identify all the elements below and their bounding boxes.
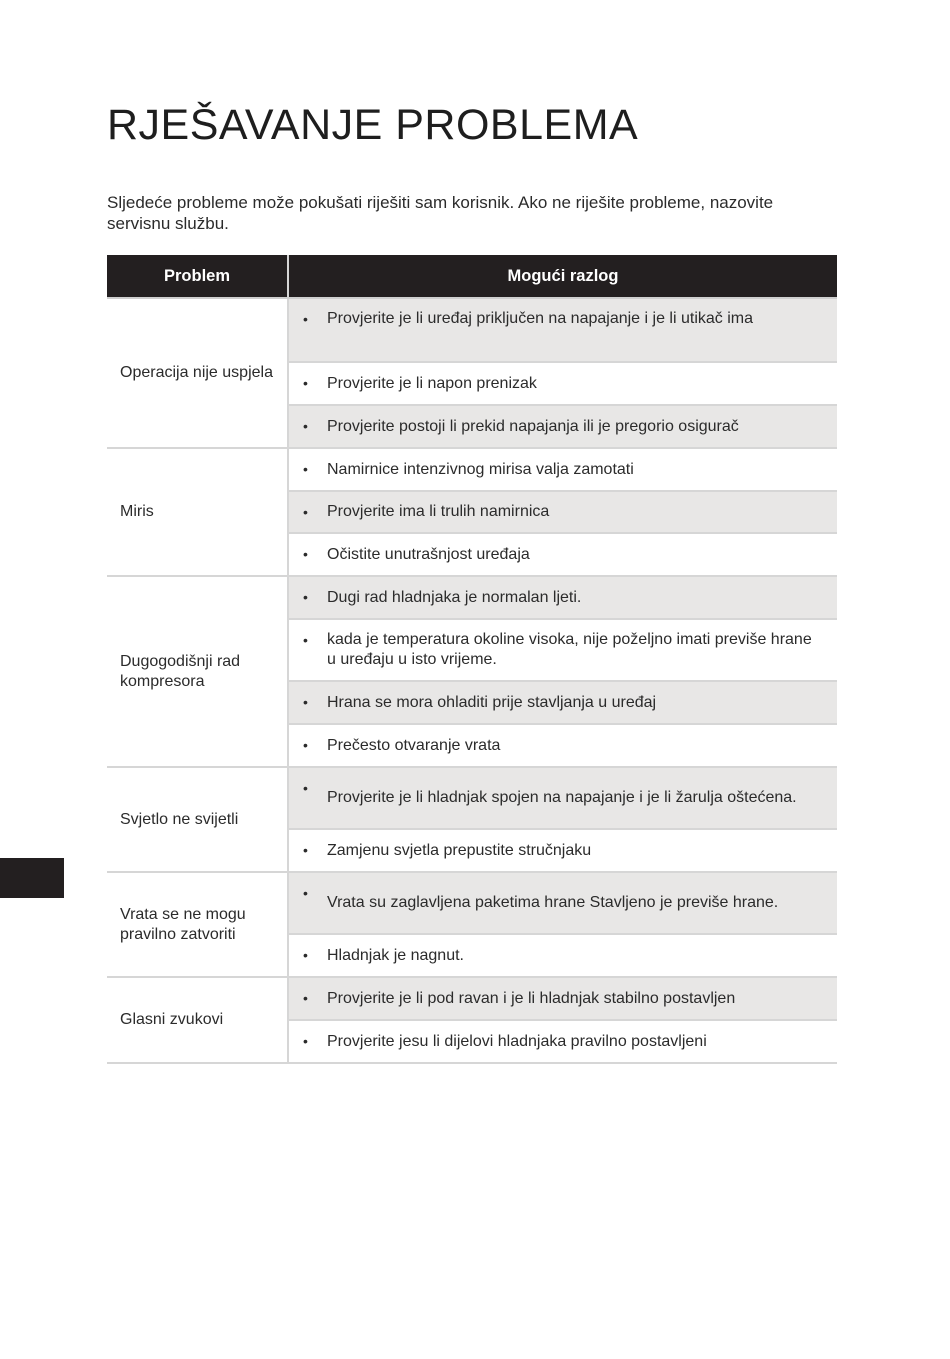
reason-cell: • Provjerite je li hladnjak spojen na napajanje i je li žarulja oštećena. <box>288 767 837 829</box>
reason-cell: • Dugi rad hladnjaka je normalan ljeti. <box>288 576 837 619</box>
bullet-icon: • <box>303 885 308 901</box>
reason-cell: • Zamjenu svjetla prepustite stručnjaku <box>288 829 837 872</box>
bullet-icon: • <box>303 589 308 605</box>
page-title: RJEŠAVANJE PROBLEMA <box>107 101 639 149</box>
bullet-icon: • <box>303 990 308 1006</box>
bullet-icon: • <box>303 737 308 753</box>
troubleshooting-table <box>107 255 837 1064</box>
bullet-icon: • <box>303 418 308 434</box>
reason-cell: • Provjerite jesu li dijelovi hladnjaka pravilno postavljeni <box>288 1020 837 1063</box>
bullet-icon: • <box>303 694 308 710</box>
problem-cell: Vrata se ne mogu pravilno zatvoriti <box>107 872 288 977</box>
table-row <box>107 977 837 1020</box>
table-row <box>107 576 837 619</box>
bullet-icon: • <box>303 632 308 648</box>
bullet-icon: • <box>303 375 308 391</box>
reason-cell: • Očistite unutrašnjost uređaja <box>288 533 837 576</box>
table-row <box>107 298 837 362</box>
bullet-icon: • <box>303 947 308 963</box>
reason-cell: • Provjerite je li uređaj priključen na napajanje i je li utikač ima <box>288 298 837 362</box>
reason-cell: • Vrata su zaglavljena paketima hrane Stavljeno je previše hrane. <box>288 872 837 934</box>
table-row <box>107 448 837 491</box>
intro-text: Sljedeće probleme može pokušati riješiti sam korisnik. Ako ne riješite probleme, nazovite servisnu službu. <box>107 193 774 233</box>
reason-cell: • Prečesto otvaranje vrata <box>288 724 837 767</box>
header-problem: Problem <box>107 255 288 298</box>
table-header-row <box>107 255 837 298</box>
table-row <box>107 872 837 934</box>
problem-cell: Glasni zvukovi <box>107 977 288 1063</box>
bullet-icon: • <box>303 842 308 858</box>
reason-cell: • Hladnjak je nagnut. <box>288 934 837 977</box>
reason-cell: • Provjerite je li napon prenizak <box>288 362 837 405</box>
reason-cell: • Provjerite postoji li prekid napajanja ili je pregorio osigurač <box>288 405 837 448</box>
bullet-icon: • <box>303 1033 308 1049</box>
reason-cell: • kada je temperatura okoline visoka, nije poželjno imati previše hrane u uređaju u isto vrijeme. <box>288 619 837 681</box>
problem-cell: Operacija nije uspjela <box>107 298 288 448</box>
bullet-icon: • <box>303 311 308 327</box>
table-row <box>107 767 837 829</box>
bullet-icon: • <box>303 461 308 477</box>
problem-cell: Dugogodišnji rad kompresora <box>107 576 288 767</box>
bullet-icon: • <box>303 504 308 520</box>
reason-cell: • Provjerite je li pod ravan i je li hladnjak stabilno postavljen <box>288 977 837 1020</box>
bullet-icon: • <box>303 780 308 796</box>
side-tab-marker <box>0 858 64 898</box>
reason-cell: • Hrana se mora ohladiti prije stavljanja u uređaj <box>288 681 837 724</box>
reason-cell: • Provjerite ima li trulih namirnica <box>288 491 837 533</box>
header-reason: Mogući razlog <box>288 255 837 298</box>
reason-cell: • Namirnice intenzivnog mirisa valja zamotati <box>288 448 837 491</box>
bullet-icon: • <box>303 546 308 562</box>
problem-cell: Miris <box>107 448 288 576</box>
problem-cell: Svjetlo ne svijetli <box>107 767 288 872</box>
